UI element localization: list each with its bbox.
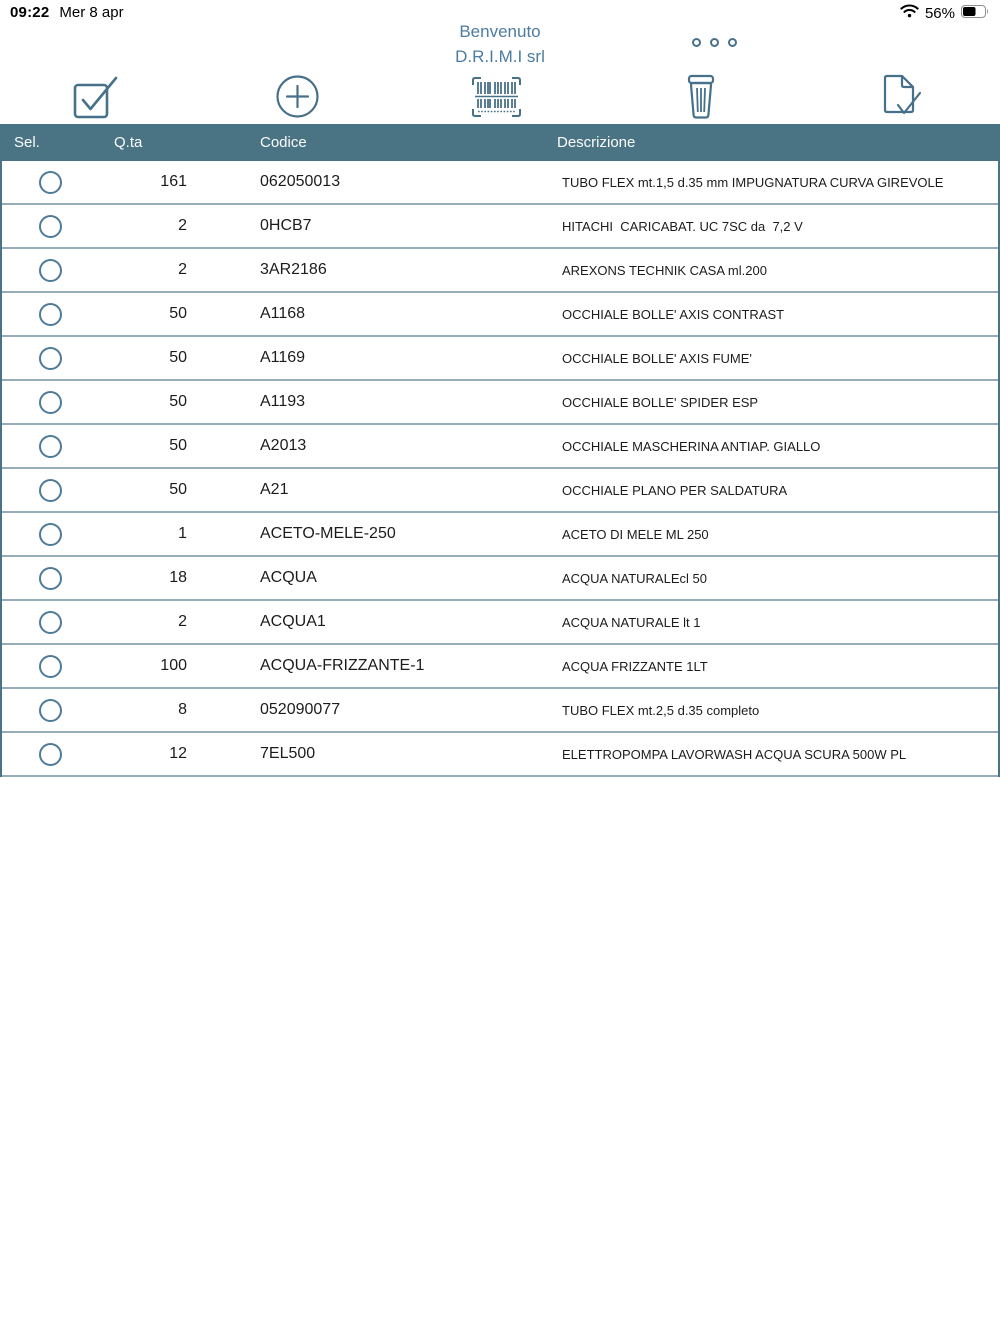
code-cell: A21 (260, 481, 289, 498)
desc-cell: TUBO FLEX mt.1,5 d.35 mm IMPUGNATURA CURVA GIREVOLE (562, 174, 944, 190)
welcome-line1: Benvenuto (459, 22, 541, 41)
select-cell (2, 611, 102, 634)
table-row[interactable] (2, 601, 998, 645)
desc-cell: ACQUA FRIZZANTE 1LT (562, 658, 708, 674)
row-select-radio[interactable] (39, 347, 62, 370)
select-all-checkbox-icon (72, 74, 120, 120)
qty-cell: 2 (178, 613, 187, 630)
code-cell: ACQUA1 (260, 613, 326, 630)
welcome-heading (0, 19, 1000, 69)
select-cell (2, 479, 102, 502)
table-row[interactable] (2, 513, 998, 557)
desc-cell: AREXONS TECHNIK CASA ml.200 (562, 262, 767, 278)
desc-cell: ELETTROPOMPA LAVORWASH ACQUA SCURA 500W PL (562, 746, 907, 762)
select-all-button[interactable] (72, 74, 120, 120)
table-row[interactable] (2, 205, 998, 249)
select-cell (2, 171, 102, 194)
table-row[interactable] (2, 689, 998, 733)
qty-cell: 50 (169, 305, 187, 322)
code-cell: ACETO-MELE-250 (260, 525, 396, 542)
status-date: Mer 8 apr (59, 4, 124, 21)
row-select-radio[interactable] (39, 391, 62, 414)
row-select-radio[interactable] (39, 523, 62, 546)
row-select-radio[interactable] (39, 567, 62, 590)
desc-cell: OCCHIALE BOLLE' SPIDER ESP (562, 394, 759, 410)
dot-icon (692, 38, 701, 47)
select-cell (2, 259, 102, 282)
col-header-sel: Sel. (14, 134, 40, 151)
select-cell (2, 347, 102, 370)
code-cell: 062050013 (260, 173, 341, 190)
qty-cell: 18 (169, 569, 187, 586)
select-cell (2, 435, 102, 458)
document-check-icon (877, 72, 923, 120)
desc-cell: ACETO DI MELE ML 250 (562, 526, 709, 542)
dot-icon (728, 38, 737, 47)
qty-cell: 100 (160, 657, 187, 674)
barcode-scan-button[interactable] (470, 74, 523, 120)
code-cell: A1193 (260, 393, 306, 410)
qty-cell: 8 (178, 701, 187, 718)
row-select-radio[interactable] (39, 259, 62, 282)
table-row[interactable] (2, 645, 998, 689)
table-body (2, 161, 998, 777)
code-cell: ACQUA (260, 569, 317, 586)
row-select-radio[interactable] (39, 479, 62, 502)
qty-cell: 12 (169, 745, 187, 762)
table-row[interactable] (2, 161, 998, 205)
desc-cell: OCCHIALE BOLLE' AXIS FUME' (562, 350, 752, 366)
code-cell: A2013 (260, 437, 307, 454)
select-cell (2, 523, 102, 546)
select-cell (2, 391, 102, 414)
table-row[interactable] (2, 469, 998, 513)
code-cell: 7EL500 (260, 745, 316, 762)
table-row[interactable] (2, 425, 998, 469)
code-cell: A1168 (260, 305, 306, 322)
barcode-scan-icon (470, 74, 523, 120)
col-header-code: Codice (260, 134, 307, 151)
qty-cell: 50 (169, 437, 187, 454)
table-header (2, 124, 998, 161)
desc-cell: OCCHIALE BOLLE' AXIS CONTRAST (562, 306, 785, 322)
desc-cell: OCCHIALE PLANO PER SALDATURA (562, 482, 788, 498)
row-select-radio[interactable] (39, 655, 62, 678)
desc-cell: HITACHI CARICABAT. UC 7SC da 7,2 V (562, 218, 803, 234)
add-plus-icon (275, 74, 320, 119)
row-select-radio[interactable] (39, 699, 62, 722)
desc-cell: ACQUA NATURALEcl 50 (562, 570, 707, 586)
add-item-button[interactable] (275, 74, 320, 119)
qty-cell: 2 (178, 261, 187, 278)
row-select-radio[interactable] (39, 171, 62, 194)
clock-time: 09:22 (10, 4, 50, 21)
toolbar (0, 68, 1000, 124)
code-cell: ACQUA-FRIZZANTE-1 (260, 657, 425, 674)
table-row[interactable] (2, 293, 998, 337)
code-cell: 3AR2186 (260, 261, 327, 278)
qty-cell: 50 (169, 393, 187, 410)
trash-icon (680, 73, 722, 120)
select-cell (2, 743, 102, 766)
save-document-button[interactable] (877, 72, 923, 120)
col-header-desc: Descrizione (557, 134, 636, 151)
select-cell (2, 303, 102, 326)
code-cell: 052090077 (260, 701, 341, 718)
qty-cell: 50 (169, 481, 187, 498)
table-row[interactable] (2, 337, 998, 381)
qty-cell: 50 (169, 349, 187, 366)
more-options-dots[interactable] (692, 38, 737, 47)
col-header-qty: Q.ta (114, 134, 143, 151)
table-row[interactable] (2, 557, 998, 601)
table-row[interactable] (2, 249, 998, 293)
row-select-radio[interactable] (39, 303, 62, 326)
row-select-radio[interactable] (39, 611, 62, 634)
code-cell: 0HCB7 (260, 217, 312, 234)
row-select-radio[interactable] (39, 435, 62, 458)
select-cell (2, 655, 102, 678)
battery-percent: 56% (924, 4, 955, 22)
select-cell (2, 215, 102, 238)
delete-button[interactable] (680, 73, 722, 120)
qty-cell: 161 (160, 173, 187, 190)
select-cell (2, 699, 102, 722)
code-cell: A1169 (260, 349, 306, 366)
dot-icon (710, 38, 719, 47)
desc-cell: OCCHIALE MASCHERINA ANTIAP. GIALLO (562, 438, 821, 454)
desc-cell: TUBO FLEX mt.2,5 d.35 completo (562, 702, 760, 718)
table-row[interactable] (2, 733, 998, 777)
qty-cell: 1 (178, 525, 187, 542)
row-select-radio[interactable] (39, 743, 62, 766)
table-row[interactable] (2, 381, 998, 425)
desc-cell: ACQUA NATURALE lt 1 (562, 614, 701, 630)
select-cell (2, 567, 102, 590)
qty-cell: 2 (178, 217, 187, 234)
welcome-line2: D.R.I.M.I srl (455, 47, 545, 66)
row-select-radio[interactable] (39, 215, 62, 238)
items-table (0, 124, 1000, 777)
